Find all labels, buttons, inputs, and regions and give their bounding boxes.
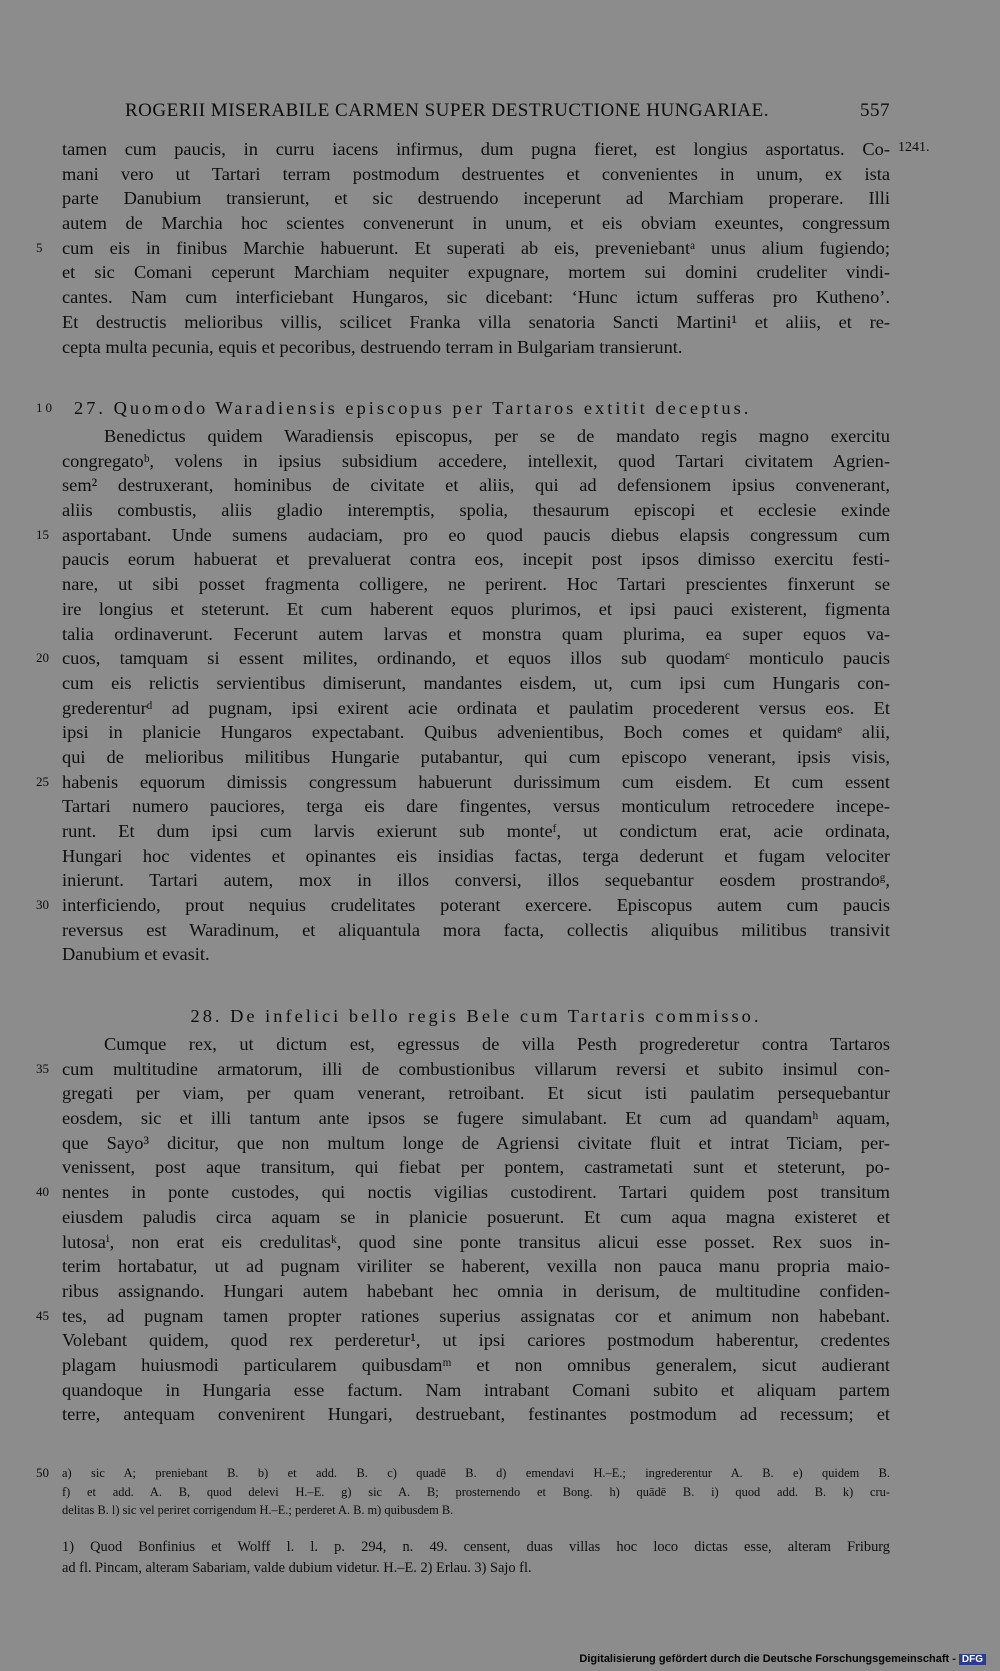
text-line: nentes in ponte custodes, qui noctis vigilias custodirent. Tartari quidem post transitum xyxy=(62,1182,890,1203)
chapter-heading-27: 27. Quomodo Waradiensis episcopus per Tartaros extitit deceptus. xyxy=(74,398,752,418)
footnote-line: 1) Quod Bonfinius et Wolff l. l. p. 294, n. 49. censent, duas villas hoc loco dictas esse, alteram Friburg xyxy=(62,1539,890,1555)
text-line: lutosaⁱ, non erat eis credulitasᵏ, quod sine ponte transitus alicui esse posset. Rex suos in- xyxy=(62,1231,890,1252)
text-line-numbered xyxy=(36,770,890,795)
text-line: parte Danubium transierunt, et sic destruendo inceperunt ad Marchiam properare. Illi xyxy=(62,188,890,209)
line-number: 5 xyxy=(36,239,43,255)
text-line: Et destructis melioribus villis, scilicet Franka villa senatoria Sancti Martini¹ et aliis, et re- xyxy=(62,311,890,332)
text-line: aliis combustis, aliis gladio interemptis, spolia, thesaurum episcopi et ecclesie exinde xyxy=(62,500,890,521)
text-line: eosdem, sic et illi tantum ante ipsos se fugere simulabant. Et cum ad quandamʰ aquam, xyxy=(62,1108,890,1129)
chapter-heading-27-block xyxy=(36,396,890,421)
heading-line xyxy=(36,396,890,421)
digitization-credit xyxy=(579,1653,986,1665)
apparatus-text: a) sic A; preniebant B. b) et add. B. c) quadē B. d) emendavi H.–E.; ingrederentur A. B. e) quidem B. xyxy=(62,1466,890,1480)
text-line: tamen cum paucis, in curru iacens infirmus, dum pugna fieret, est longius asportatus. Co- xyxy=(62,139,890,159)
text-line: venissent, post aque transitum, qui fiebat per pontem, castrametati sunt et steterunt, po- xyxy=(62,1157,890,1178)
text-line: Cumque rex, ut dictum est, egressus de villa Pesth progrederetur contra Tartaros xyxy=(104,1034,890,1054)
text-line: habenis equorum dimissis congressum habuerunt durissimum cum eisdem. Et cum essent xyxy=(62,771,890,792)
text-line: plagam huiusmodi particularem quibusdamᵐ et non omnibus generalem, sicut audierant xyxy=(62,1354,890,1375)
text-line: ribus assignando. Hungari autem habebant hec omnia in derisum, de multitudine confiden- xyxy=(62,1280,890,1301)
line-number: 35 xyxy=(36,1060,49,1076)
footnote-line: ad fl. Pincam, alteram Sabariam, valde dubium videtur. H.–E. 2) Erlau. 3) Sajo fl. xyxy=(62,1559,532,1576)
text-line-numbered xyxy=(36,236,890,261)
text-line: qui de melioribus militibus Hungarie putabantur, qui cum episcopo venerant, ipsis visis, xyxy=(62,746,890,767)
text-line: ipsi in planicie Hungaros expectabant. Quibus advenientibus, Boch comes et quidamᵉ alii, xyxy=(62,722,890,743)
paragraph-c xyxy=(36,1032,890,1427)
paragraph-a xyxy=(36,137,890,359)
text-line-numbered xyxy=(36,1180,890,1205)
chapter-heading-28-block xyxy=(62,1004,890,1029)
text-line: congregatoᵇ, volens in ipsius subsidium accedere, intellexit, quod Tartari civitatem Agrien- xyxy=(62,450,890,471)
text-line: nare, ut sibi posset fragmenta colligere, ne perirent. Hoc Tartari prescientes finxerunt se xyxy=(62,574,890,595)
credit-text: Digitalisierung gefördert durch die Deutsche Forschungsgemeinschaft - xyxy=(579,1653,956,1665)
text-line: inierunt. Tartari autem, mox in illos conversi, illos sequebantur eosdem prostrandoᵍ, xyxy=(62,870,890,891)
line-number: 45 xyxy=(36,1307,49,1323)
text-line: et sic Comani ceperunt Marchiam nequiter expugnare, mortem sui domini crudeliter vindi- xyxy=(62,262,890,283)
text-line: interficiendo, prout nequius crudelitates poterant exercere. Episcopus autem cum paucis xyxy=(62,895,890,916)
text-line: cum eis relictis servientibus dimiserunt, mandantes eisdem, ut, cum ipsi cum Hungaris con- xyxy=(62,672,890,693)
text-line-numbered xyxy=(36,646,890,671)
line-number: 50 xyxy=(36,1465,49,1480)
text-line: Tartari numero pauciores, terga eis dare fingentes, versus monticulum retrocedere incepe- xyxy=(62,796,890,817)
text-line: cuos, tamquam si essent milites, ordinando, et equos illos sub quodamᶜ monticulo paucis xyxy=(62,648,890,669)
footnotes xyxy=(62,1537,890,1578)
text-line: gregati per viam, per quam venerant, retroibant. Et sicut isti paulatim persequebantur xyxy=(62,1083,890,1104)
text-line: eiusdem paludis circa aquam se in planicie posuerunt. Et cum aqua magna existeret et xyxy=(62,1206,890,1227)
line-number: 10 xyxy=(36,400,55,415)
line-number: 30 xyxy=(36,897,49,913)
text-line: tes, ad pugnam tamen propter rationes superius assignatas cor et animum non habebant. xyxy=(62,1305,890,1326)
text-line: cum eis in finibus Marchie habuerunt. Et superati ab eis, preveniebantᵃ unus alium fugiendo; xyxy=(62,237,890,258)
page-number: 557 xyxy=(860,100,890,121)
text-line: paucis eorum habuerat et prevaluerat contra eos, incepit post ipsos dimisso exercitu festi- xyxy=(62,549,890,570)
line-number: 20 xyxy=(36,650,49,666)
chapter-heading-28: 28. De infelici bello regis Bele cum Tartaris commisso. xyxy=(190,1006,762,1026)
line-number: 40 xyxy=(36,1184,49,1200)
margin-year: 1241. xyxy=(898,140,930,155)
text-line: que Sayo³ dicitur, que non multum longe de Agriensi civitate fluit et intrat Ticiam, per- xyxy=(62,1132,890,1153)
text-line: ire longius et steterunt. Et cum haberent equos plurimos, et ipsi pauci existerent, figmenta xyxy=(62,598,890,619)
line-number: 25 xyxy=(36,773,49,789)
text-line: talia ordinaverunt. Fecerunt autem larvas et monstra quam plurima, ea super equos va- xyxy=(62,623,890,644)
text-line: Volebant quidem, quod rex perderetur¹, ut ipsi cariores postmodum haberentur, credentes xyxy=(62,1330,890,1351)
critical-apparatus xyxy=(36,1464,890,1520)
text-line: Benedictus quidem Waradiensis episcopus, per se de mandato regis magno exercitu xyxy=(104,426,890,446)
text-line-numbered xyxy=(36,1057,890,1082)
text-line-numbered xyxy=(36,523,890,548)
text-line: cepta multa pecunia, equis et pecoribus, destruendo terram in Bulgariam transierunt. xyxy=(62,336,683,357)
apparatus-line: delitas B. l) sic vel periret corrigendum H.–E.; perderet A. B. m) quibusdem B. xyxy=(62,1503,454,1517)
dfg-logo: DFG xyxy=(959,1654,986,1665)
running-title: ROGERII MISERABILE CARMEN SUPER DESTRUCTIONE HUNGARIAE. xyxy=(125,100,769,121)
text-line: cantes. Nam cum interficiebant Hungaros, sic dicebant: ‘Hunc ictum sufferas pro Kutheno’. xyxy=(62,287,890,308)
text-line: Hungari hoc videntes et opinantes eis insidias factas, terga dederunt et fugam velociter xyxy=(62,845,890,866)
text-line: terre, antequam convenirent Hungari, destruebant, festinantes postmodum ad recessum; et xyxy=(62,1404,890,1425)
paragraph-b xyxy=(36,424,890,967)
text-line: quandoque in Hungaria esse factum. Nam intrabant Comani subito et aliquam partem xyxy=(62,1379,890,1400)
text-line-numbered xyxy=(36,1304,890,1329)
text-line: cum multitudine armatorum, illi de combustionibus villarum reversi et subito insimul con- xyxy=(62,1058,890,1079)
text-line: Danubium et evasit. xyxy=(62,944,210,965)
text-line: asportabant. Unde sumens audaciam, pro eo quod paucis diebus elapsis congressum cum xyxy=(62,524,890,545)
apparatus-line xyxy=(36,1464,890,1483)
text-line: runt. Et dum ipsi cum larvis exierunt sub monteᶠ, ut condictum erat, acie ordinata, xyxy=(62,821,890,841)
text-line: grederenturᵈ ad pugnam, ipsi exirent acie ordinata et paulatim procederent versus eos. Et xyxy=(62,697,890,718)
text-line: sem² destruxerant, hominibus de civitate et aliis, qui ad defensionem ipsius convenerant, xyxy=(62,475,890,496)
line-number: 15 xyxy=(36,526,49,542)
running-header xyxy=(125,100,890,122)
text-line: reversus est Waradinum, et aliquantula mora facta, collectis aliquibus militibus transivit xyxy=(62,919,890,940)
apparatus-line: f) et add. A. B, quod delevi H.–E. g) sic A. B; prosternendo et Bong. h) quādē B. i) quod add. B. k) cru- xyxy=(62,1484,890,1499)
text-line-numbered xyxy=(36,893,890,918)
text-line: mani vero ut Tartari terram postmodum destruentes et convenientes in unum, ex ista xyxy=(62,163,890,184)
text-line: autem de Marchia hoc scientes convenerunt in unum, et eis obviam exeuntes, congressum xyxy=(62,213,890,234)
text-line: terim hortabatur, ut ad pugnam viriliter se haberent, vexilla non pauca manu propria maio- xyxy=(62,1256,890,1277)
